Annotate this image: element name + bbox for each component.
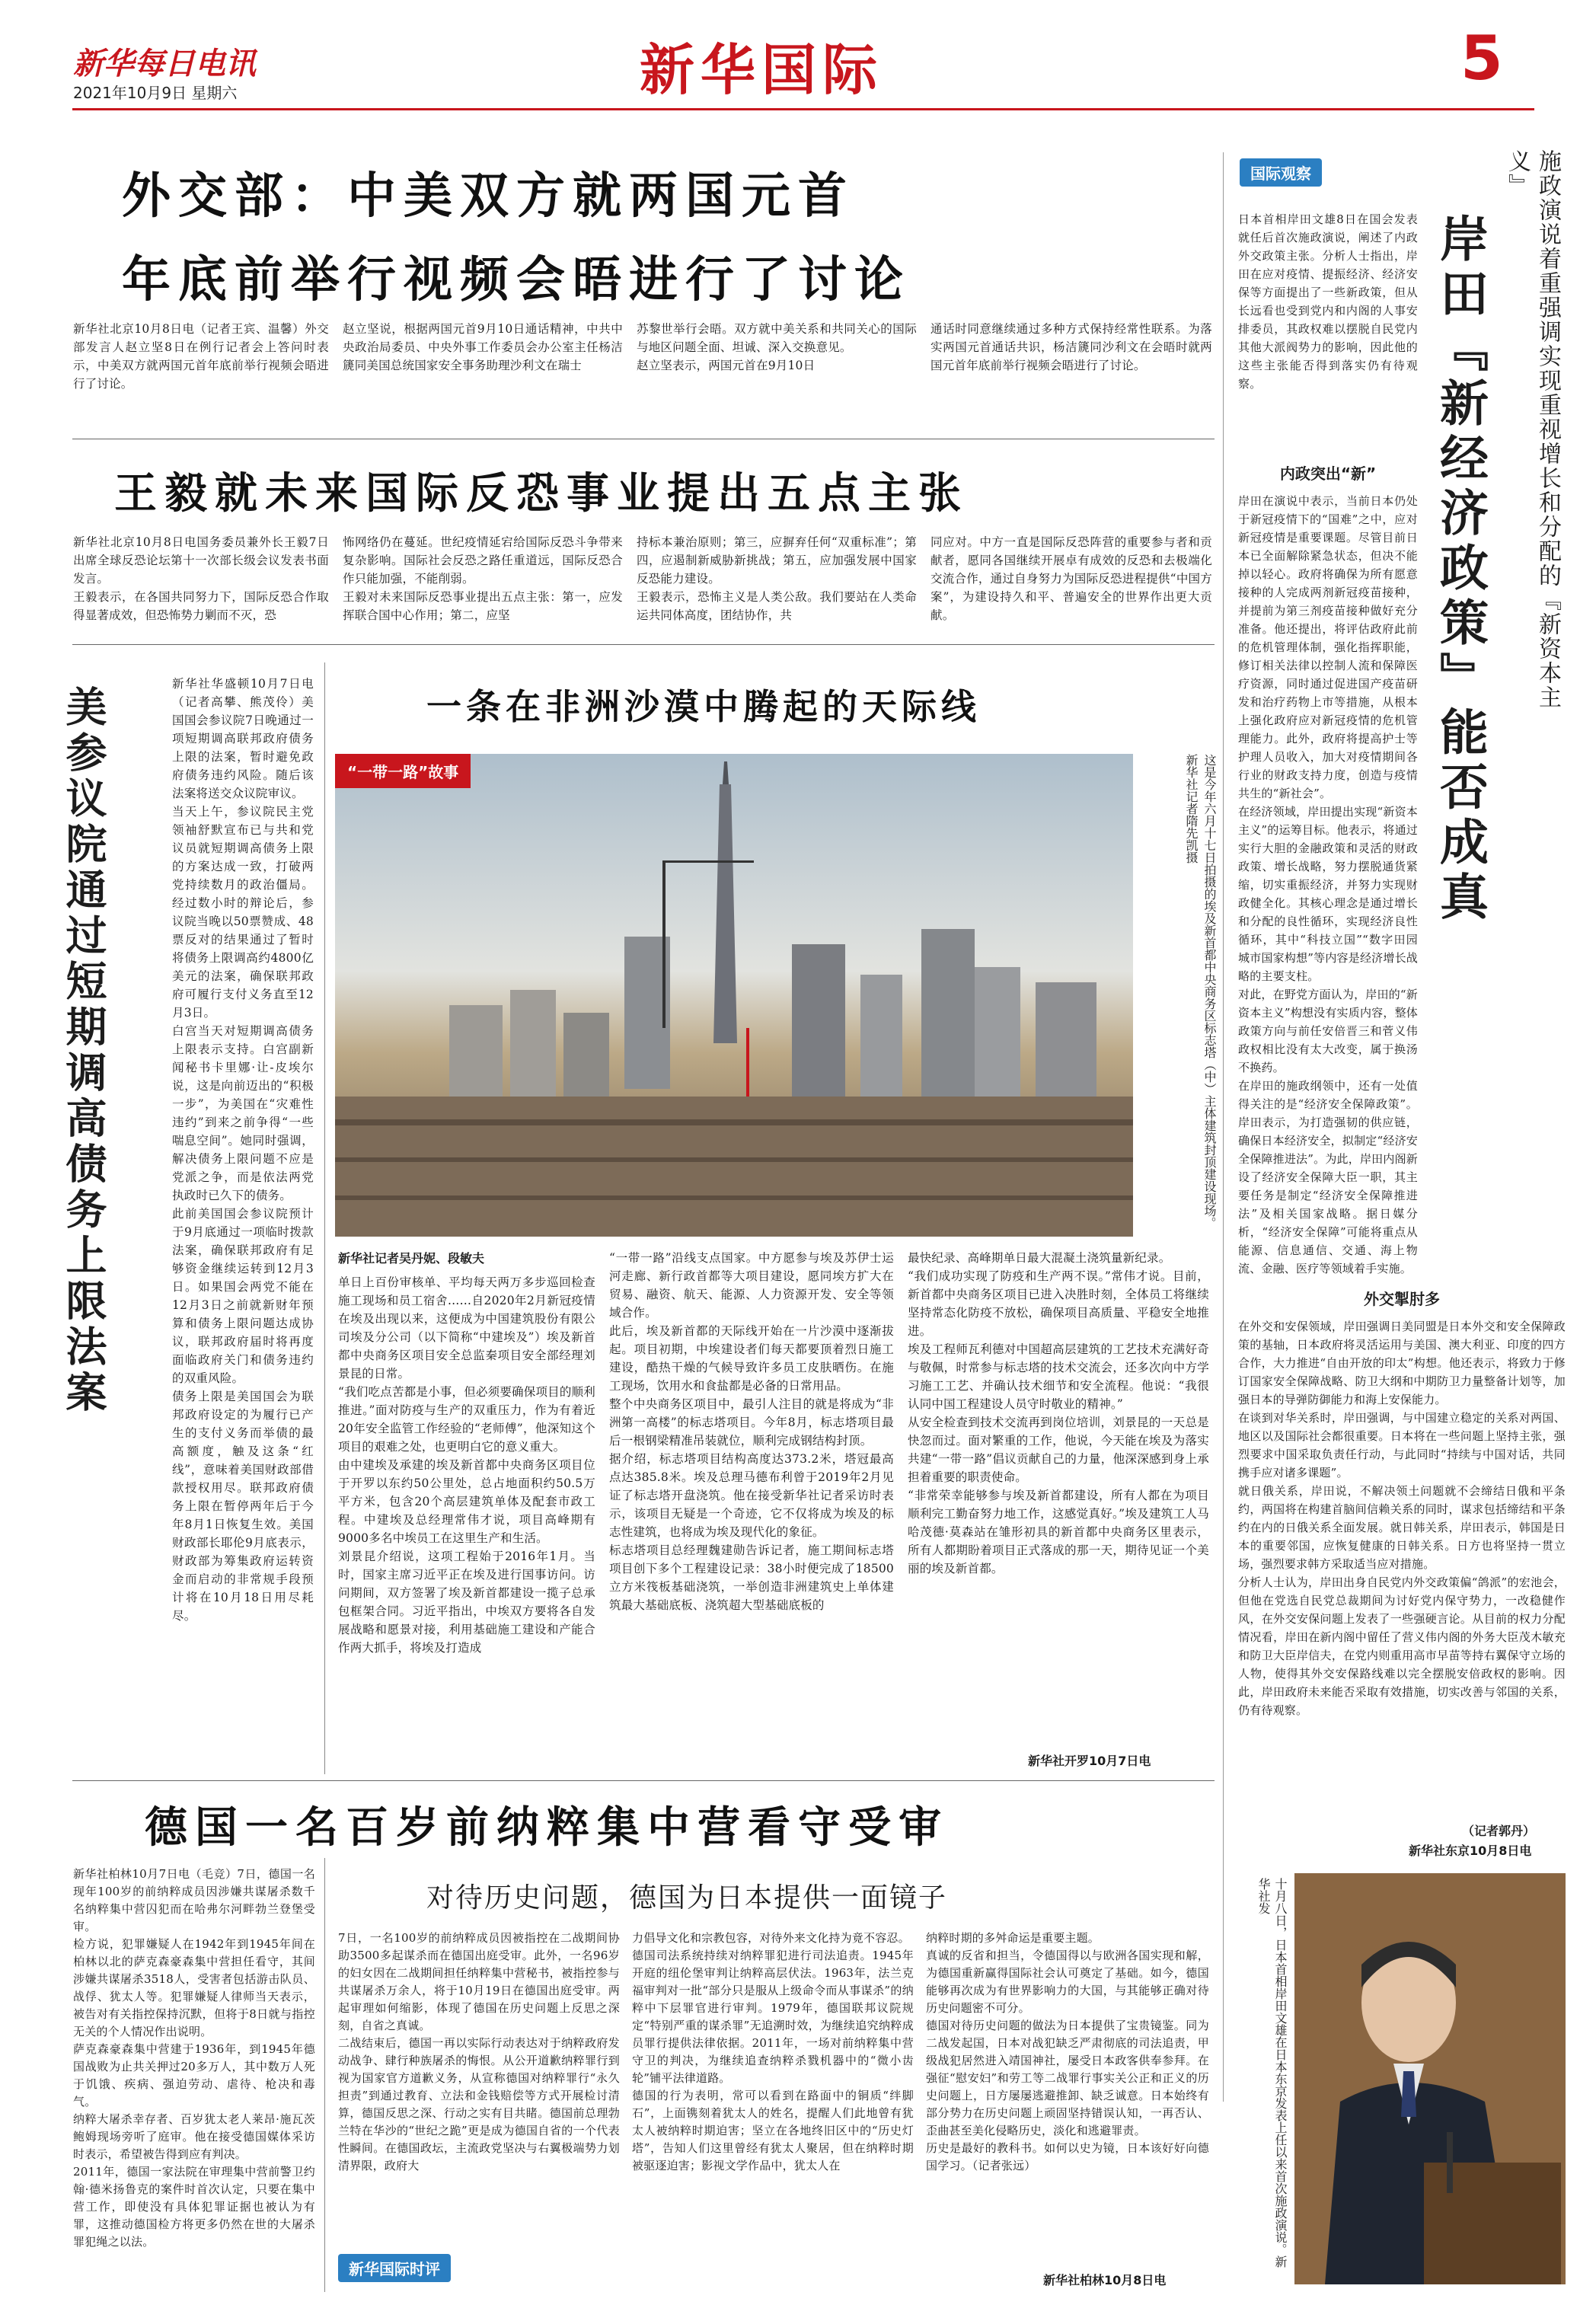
a4-photo [335, 754, 1133, 1237]
masthead [0, 0, 1596, 114]
a4-series-tag: “一带一路”故事 [335, 754, 471, 788]
divider [1223, 152, 1224, 2102]
a5-tag [1240, 158, 1322, 187]
a4-photo-caption: 这是今年六月十七日拍摄的埃及新首都中央商务区标志塔（中）主体建筑封顶建设现场。新华社记者隋先凯摄 [1184, 754, 1217, 1229]
paper-name: 新华每日电讯 [73, 46, 256, 81]
a5-subhead-1: 内政突出“新” [1279, 464, 1377, 483]
construction-site-image [335, 754, 1133, 1237]
divider [72, 644, 1215, 645]
a5-photo [1294, 1873, 1566, 2284]
a4-title: 一条在非洲沙漠中腾起的天际线 [426, 686, 981, 727]
a4-photo-credit: 新华社记者吴丹妮、段敏夫 [338, 1251, 485, 1266]
a7-title: 对待历史问题，德国为日本提供一面镜子 [426, 1882, 948, 1914]
a4-col3: 最快纪录、高峰期单日最大混凝土浇筑量新纪录。 “我们成功实现了防疫和生产两不误。”常伟才说。目前，新首都中央商务区项目已进入决胜时刻，全体员工将继续坚持常态化防疫不放松，确保项目高质量、平稳安全地推进。 埃及工程师瓦利德对中国超高层建筑的工艺技术充满好奇与敬佩，时常参与标志塔的技术交流会，还多次向中方学习施工工艺、并确认技术细节和安全流程。他说：“我很认同中国工程建设人员守时敬业的精神。” 从安全检查到技术交流再到岗位培训，刘景昆的一天总是快忽而过。面对繁重的工作，他说，今天能在埃及为落实共建“一带一路”倡议贡献自己的力量，他深深感到身上承担着重要的职责使命。 “非常荣幸能够参与埃及新首都建设，所有人都在为项目顺利完工勤奋努力地工作，这感觉真好。”埃及建筑工人马哈茂德·莫森站在雏形初具的新首都中央商务区里表示，所有人都期盼着项目正式落成的那一天，期待见证一个美丽的埃及新首都。 [908, 1251, 1209, 1575]
divider [72, 1780, 1215, 1781]
a5-photo-caption: 十月八日，日本首相岸田文雄在日本东京发表上任以来首次施政演说。新华社发 [1256, 1878, 1288, 2268]
a1-col1: 新华社北京10月8日电（记者王宾、温馨）外交部发言人赵立坚8日在例行记者会上答问时表示，中美双方就两国元首年底前举行视频会晤进行了讨论。 [73, 322, 329, 391]
a6-title: 德国一名百岁前纳粹集中营看守受审 [145, 1803, 949, 1853]
a5-byline: （记者郭丹） [1462, 1824, 1536, 1838]
a2-col3: 持标本兼治原则；第三，应摒弃任何“双重标准”；第四，应遏制新威胁新挑战；第五，应加强发展中国家反恐能力建设。 王毅表示，恐怖主义是人类公敌。我们要站在人类命运共同体高度，团结协作，共 [637, 535, 917, 622]
a4-col2: “一带一路”沿线支点国家。中方愿参与埃及苏伊士运河走廊、新行政首都等大项目建设，愿同埃方扩大在贸易、融资、航天、能源、人力资源开发、安全等领域合作。 此后，埃及新首都的天际线开始在一片沙漠中逐渐拔起。项目初期，中埃建设者们每天都要顶着烈日施工建设，酷热干燥的气候导致许多员工皮肤晒伤。在施工现场，饮用水和食盐都是必备的日常用品。 整个中央商务区项目中，最引人注目的就是将成为“非洲第一高楼”的标志塔项目。今年8月，标志塔项目最后一根钢梁精准吊装就位，顺利完成钢结构封顶。 据介绍，标志塔项目结构高度达373.2米，塔冠最高点达385.8米。埃及总理马德布利曾于2019年2月见证了标志塔开盘浇筑。他在接受新华社记者采访时表示，该项目无疑是一个奇迹，它不仅将成为埃及的标志性建筑，也将成为埃及现代化的象征。 标志塔项目总经理魏建勋告诉记者，施工期间标志塔项目创下多个工程建设记录：38小时便完成了18500立方米筏板基础浇筑，一举创造非洲建筑史上单体建筑最大基础底板、浇筑超大型基础底板的 [609, 1251, 894, 1612]
a7-dateline: 新华社柏林10月8日电 [1043, 2273, 1167, 2287]
a2-col2: 怖网络仍在蔓延。世纪疫情延宕给国际反恐斗争带来复杂影响。国际社会反恐之路任重道远，国际反恐合作只能加强，不能削弱。 王毅对未来国际反恐事业提出五点主张：第一，应发挥联合国中心作用；第二，应坚 [343, 535, 623, 622]
a3-title: 美参议院通过短期调高债务上限法案 [59, 685, 107, 1416]
a3-col1: 新华社华盛顿10月7日电（记者高攀、熊茂伶）美国国会参议院7日晚通过一项短期调高联邦政府债务上限的法案，暂时避免政府债务违约风险。随后该法案将送交众议院审议。 当天上午，参议院民主党领袖舒默宣布已与共和党议员就短期调高债务上限的方案达成一致，打破两党持续数月的政治僵局。经过数小时的辩论后，参议院当晚以50票赞成、48票反对的结果通过了暂时将债务上限调高约4800亿美元的法案，确保联邦政府可履行支付义务直至12月3日。 白宫当天对短期调高债务上限表示支持。白宫副新闻秘书卡里娜·让-皮埃尔说，这是向前迈出的“积极一步”，为美国在“灾难性违约”到来之前争得“一些喘息空间”。她同时强调，解决债务上限问题不应是党派之争，而是依法两党执政时已久下的债务。 此前美国国会参议院预计于9月底通过一项临时拨款法案，确保联邦政府有足够资金继续运转到12月3日。如果国会两党不能在12月3日之前就新财年预算和债务上限问题达成协议，联邦政府届时将再度面临政府关门和债务违约的双重风险。 债务上限是美国国会为联邦政府设定的为履行已产生的支付义务而举债的最高额度，触及这条“红线”，意味着美国财政部借款授权用尽。联邦政府债务上限在暂停两年后于今年8月1日恢复生效。美国财政部长耶伦9月底表示，财政部为筹集政府运转资金而启动的非常规手段预计将在10月18日用尽耗尽。 [172, 677, 314, 1623]
a5-body-1b [1238, 949, 1566, 1269]
a7-col2: 力倡导文化和宗教包容，对待外来文化持为竟不容忍。 德国司法系统持续对纳粹罪犯进行司法追责。1945年开庭的纽伦堡审判让纳粹高层伏法。1963年，法兰克福审判对一批“部分只是服从上级命令而从事谋杀”的纳粹中下层罪官进行审判。1979年，德国联邦议院规定“特别严重的谋杀罪”无追溯时效，为继续追究纳粹成员罪行提供法律依据。2011年，一场对前纳粹集中营守卫的判决，为继续追查纳粹杀戮机器中的“微小齿轮”铺平法律道路。 德国的行为表明，常可以看到在路面中的铜质“绊脚石”，上面镌刻着犹太人的姓名，提醒人们此地曾有犹太人被纳粹时期迫害；坚立在各地终旧区中的“历史灯塔”，告知人们这里曾经有犹太人聚居，但在纳粹时期被驱逐迫害；影视文学作品中，犹太人在 [632, 1931, 914, 2172]
a5-dateline: 新华社东京10月8日电 [1409, 1844, 1532, 1858]
a7-commentary-tag [338, 2254, 451, 2282]
speaker-photo [1294, 1873, 1566, 2284]
a5-big-title: 岸田『新经济政策』能否成真 [1432, 213, 1488, 926]
a1-title-line2: 年底前举行视频会晤进行了讨论 [122, 252, 911, 308]
a5-body-2: 在外交和安保领域，岸田强调日美同盟是日本外交和安全保障政策的基轴，日本政府将灵活运用与美国、澳大利亚、印度的四方合作，大力推进“自由开放的印太”构想。他还表示，将致力于修订国家安全保障战略、防卫大纲和中期防卫力量整备计划等，加强日本的导弹防御能力和海上安保能力。 在谈到对华关系时，岸田强调，与中国建立稳定的关系对两国、地区以及国际社会都很重要。日本将在一些问题上坚持主张，强烈要求中国采取负责任行动，与此同时“持续与中国对话，共同携手应对诸多课题”。 就日俄关系，岸田说，不解决领土问题就不会缔结日俄和平条约，两国将在构建首脑间信赖关系的同时，谋求包括缔结和平条约在内的日俄关系全面发展。就日韩关系，岸田表示，韩国是日本的重要邻国，应恢复健康的日韩关系。日方也将坚持一贯立场，强烈要求韩方采取适当应对措施。 分析人士认为，岸田出身自民党内外交政策偏“鸽派”的宏池会，但他在党选自民党总裁期间为讨好党内保守势力，一改稳健作风，在外交安保问题上发表了一些强硬言论。从目前的权力分配情况看，岸田在新内阁中留任了营义伟内阁的外务大臣茂木敏充和防卫大臣岸信夫，在党内则重用高市早苗等持右翼保守立场的人物，使得其外交安保路线难以完全摆脱安倍政权的影响。因此，岸田政府未来能否采取有效措施，切实改善与邻国的关系，仍有待观察。 [1238, 1320, 1566, 1717]
a2-title: 王毅就未来国际反恐事业提出五点主张 [114, 469, 969, 519]
a1-title-line1: 外交部：中美双方就两国元首 [122, 168, 854, 225]
a5-subhead-2: 外交掣肘多 [1364, 1290, 1440, 1308]
a1-col4: 通话时同意继续通过多种方式保持经常性联系。为落实两国元首通话共识，杨洁篪同沙利文在会晤时就两国元首年底前举行视频会晤进行了讨论。 [930, 322, 1212, 372]
page-number: 5 [1460, 23, 1503, 94]
a4-col1: 单日上百份审核单、平均每天两万多步巡回检查施工现场和员工宿舍……自2020年2月新冠疫情在埃及出现以来，这便成为中国建筑股份有限公司埃及分公司（以下简称“中建埃及”）埃及新首都中央商务区项目安全总监秦项目安全部经理刘景昆的日常。 “我们吃点苦都是小事，但必须要确保项目的顺利推进。”面对防疫与生产的双重压力，作为有着近20年安全监管工作经验的“老师傅”，他深知这个项目的艰难之处，也更明白它的意义重大。 由中建埃及承建的埃及新首都中央商务区项目位于开罗以东约50公里处，总占地面积约50.5万平方米，包含20个高层建筑单体及配套市政工程。中建埃及总经理常伟才说，项目高峰期有9000多名中埃员工在这里生产和生活。 刘景昆介绍说，这项工程始于2016年1月。当时，国家主席习近平正在埃及进行国事访问。访问期间，双方签署了埃及新首都建设一揽子总承包框架合同。习近平指出，中埃双方要将各自发展战略和愿景对接，利用基础施工建设和产能合作两大抓手，将埃及打造成 [338, 1275, 595, 1655]
a7-col3: 纳粹时期的多舛命运是重要主题。 真诚的反省和担当，令德国得以与欧洲各国实现和解，为德国重新赢得国际社会认可奠定了基础。如今，德国能够再次成为有世界影响力的大国，与其能够正确对待历史问题密不可分。 德国对待历史问题的做法为日本提供了宝贵镜鉴。同为二战发起国，日本对战犯缺乏严肃彻底的司法追责，甲级战犯居然进入靖国神社，屡受日本政客供奉参拜。在强征“慰安妇”和劳工等二战罪行事实关公正和正义的历史问题上，日方屡屡逃避推卸、缺乏诚意。日本始终有部分势力在历史问题上顽固坚持错误认知，一再否认、歪曲甚至美化侵略历史，淡化和逃避罪责。 历史是最好的教科书。如何以史为镜，日本该好好向德国学习。（记者张远） [926, 1931, 1209, 2172]
section-title: 新华国际 [640, 38, 884, 102]
a2-col4: 同应对。中方一直是国际反恐阵营的重要参与者和贡献者，愿同各国继续开展卓有成效的反恐和去极端化交流合作，通过自身努力为国际反恐进程提供“中国方案”，为建设持久和平、普遍安全的世界作出更大贡献。 [930, 535, 1212, 622]
a7-col1: 7日，一名100岁的前纳粹成员因被指控在二战期间协助3500多起谋杀而在德国出庭受审。此外，一名96岁的妇女因在二战期间担任纳粹集中营秘书，被指控参与共谋屠杀万余人，将于10月19日在德国出庭受审。两起审理如何缩影，体现了德国在历史问题上反思之深刻，自省之真诚。 二战结束后，德国一再以实际行动表达对于纳粹政府发动战争、肆行种族屠杀的悔恨。从公开道歉纳粹罪行到视为国家官方道歉义务，从宣称德国对纳粹罪行“永久担责”到通过教育、立法和金钱赔偿等方式开展检讨清算，德国反思之深、行动之实有目共睹。德国前总理勃兰特在华沙的“世纪之跪”更是成为德国自省的一个代表性瞬间。在德国政坛，主流政党坚决与右翼极端势力划清界限，政府大 [338, 1931, 620, 2172]
divider [324, 1858, 325, 2292]
issue-date: 2021年10月9日 星期六 [73, 84, 238, 102]
divider [324, 662, 325, 1774]
a6-body: 新华社柏林10月7日电（毛竞）7日，德国一名现年100岁的前纳粹成员因涉嫌共谋屠杀数千名纳粹集中营囚犯而在哈弗尔河畔勃兰登堡受审。 检方说，犯罪嫌疑人在1942年到1945年间在柏林以北的萨克森豪森集中营担任看守，其间涉嫌共谋屠杀3518人，受害者包括游击队员、战俘、犹太人等。犯罪嫌疑人律师当天表示，被告对有关指控保持沉默，但将于8日就与指控无关的个人情况作出说明。 萨克森豪森集中营建于1936年，到1945年德国战败为止共关押过20多万人，其中数万人死于饥饿、疾病、强迫劳动、虐待、枪决和毒气。 纳粹大屠杀幸存者、百岁犹太老人莱昂·施瓦茨鲍姆现场旁听了庭审。他在接受德国媒体采访时表示，希望被告得到应有判决。 2011年，德国一家法院在审理集中营前警卫约翰·德米扬鲁克的案件时首次认定，只要在集中营工作，即使没有具体犯罪证据也被认为有罪，这推动德国检方将更多仍然在世的大屠杀罪犯绳之以法。 [73, 1867, 315, 2249]
a5-section-tag: 国际观察 [1240, 158, 1322, 187]
a1-col3: 苏黎世举行会晤。双方就中美关系和共同关心的国际与地区问题全面、坦诚、深入交换意见。 赵立坚表示，两国元首在9月10日 [637, 322, 917, 372]
a5-body-1: 岸田在演说中表示，当前日本仍处于新冠疫情下的“国难”之中，应对新冠疫情是重要课题。尽管目前日本已全面解除紧急状态，但决不能掉以轻心。政府将确保为所有愿意接种的人完成两剂新冠疫苗接种，并提前为第三剂疫苗接种做好充分准备。他还提出，将评估政府此前的危机管理体制，强化指挥职能，修订相关法律以控制人流和保障医疗资源，同时通过促进国产疫苗研发和治疗药物上市等措施，从根本上强化政府应对新冠疫情的危机管理能力。此外，政府将提高护士等护理人员收入，加大对疫情期间各行业的财政支持力度，创造与疫情共生的“新社会”。 在经济领域，岸田提出实现“新资本主义”的运筹目标。他表示，将通过实行大胆的金融政策和灵活的财政政策、增长战略，努力摆脱通货紧缩，切实重振经济，并努力实现财政健全化。其核心理念是通过增长和分配的良性循环，实现经济良性循环，其中“科技立国”“数字田园城市国家构想”等内容是经济增长战略的主要支柱。 对此，在野党方面认为，岸田的“新资本主义”构想没有实质内容，整体政策方向与前任安倍晋三和菅义伟政权相比没有太大改变，属于换汤不换药。 在岸田的施政纲领中，还有一处值得关注的是“经济安全保障政策”。岸田表示，为打造强韧的供应链，确保日本经济安全，拟制定“经济安全保障推进法”。为此，岸田内阁新设了经济安全保障大臣一职，其主要任务是制定“经济安全保障推进法”及相关国家战略。据日媒分析，“经济安全保障”可能将重点从能源、信息通信、交通、海上物流、金融、医疗等领域着手实施。 [1238, 494, 1418, 1275]
a5-side-title: 施政演说着重强调实现重视增长和分配的『新资本主义』 [1504, 149, 1561, 710]
a5-intro: 日本首相岸田文雄8日在国会发表就任后首次施政演说，阐述了内政外交政策主张。分析人士指出，岸田在应对疫情、提振经济、经济安保等方面提出了一些新政策，但从长远看也受到党内和内阁的人事安排委员，其政权难以摆脱自民党内其他大派阀势力的影响，因此他的这些主张能否得到落实仍有待观察。 [1238, 212, 1418, 391]
a4-dateline: 新华社开罗10月7日电 [1028, 1754, 1151, 1768]
a7-tag-label: 新华国际时评 [338, 2254, 451, 2282]
masthead-rule [72, 108, 1534, 110]
a1-col2: 赵立坚说，根据两国元首9月10日通话精神，中共中央政治局委员、中央外事工作委员会办公室主任杨洁篪同美国总统国家安全事务助理沙利文在瑞士 [343, 322, 623, 372]
a2-col1: 新华社北京10月8日电国务委员兼外长王毅7日出席全球反恐论坛第十一次部长级会议发表书面发言。 王毅表示，在各国共同努力下，国际反恐合作取得显著成效，但恐怖势力剿而不灭，恐 [73, 535, 329, 622]
